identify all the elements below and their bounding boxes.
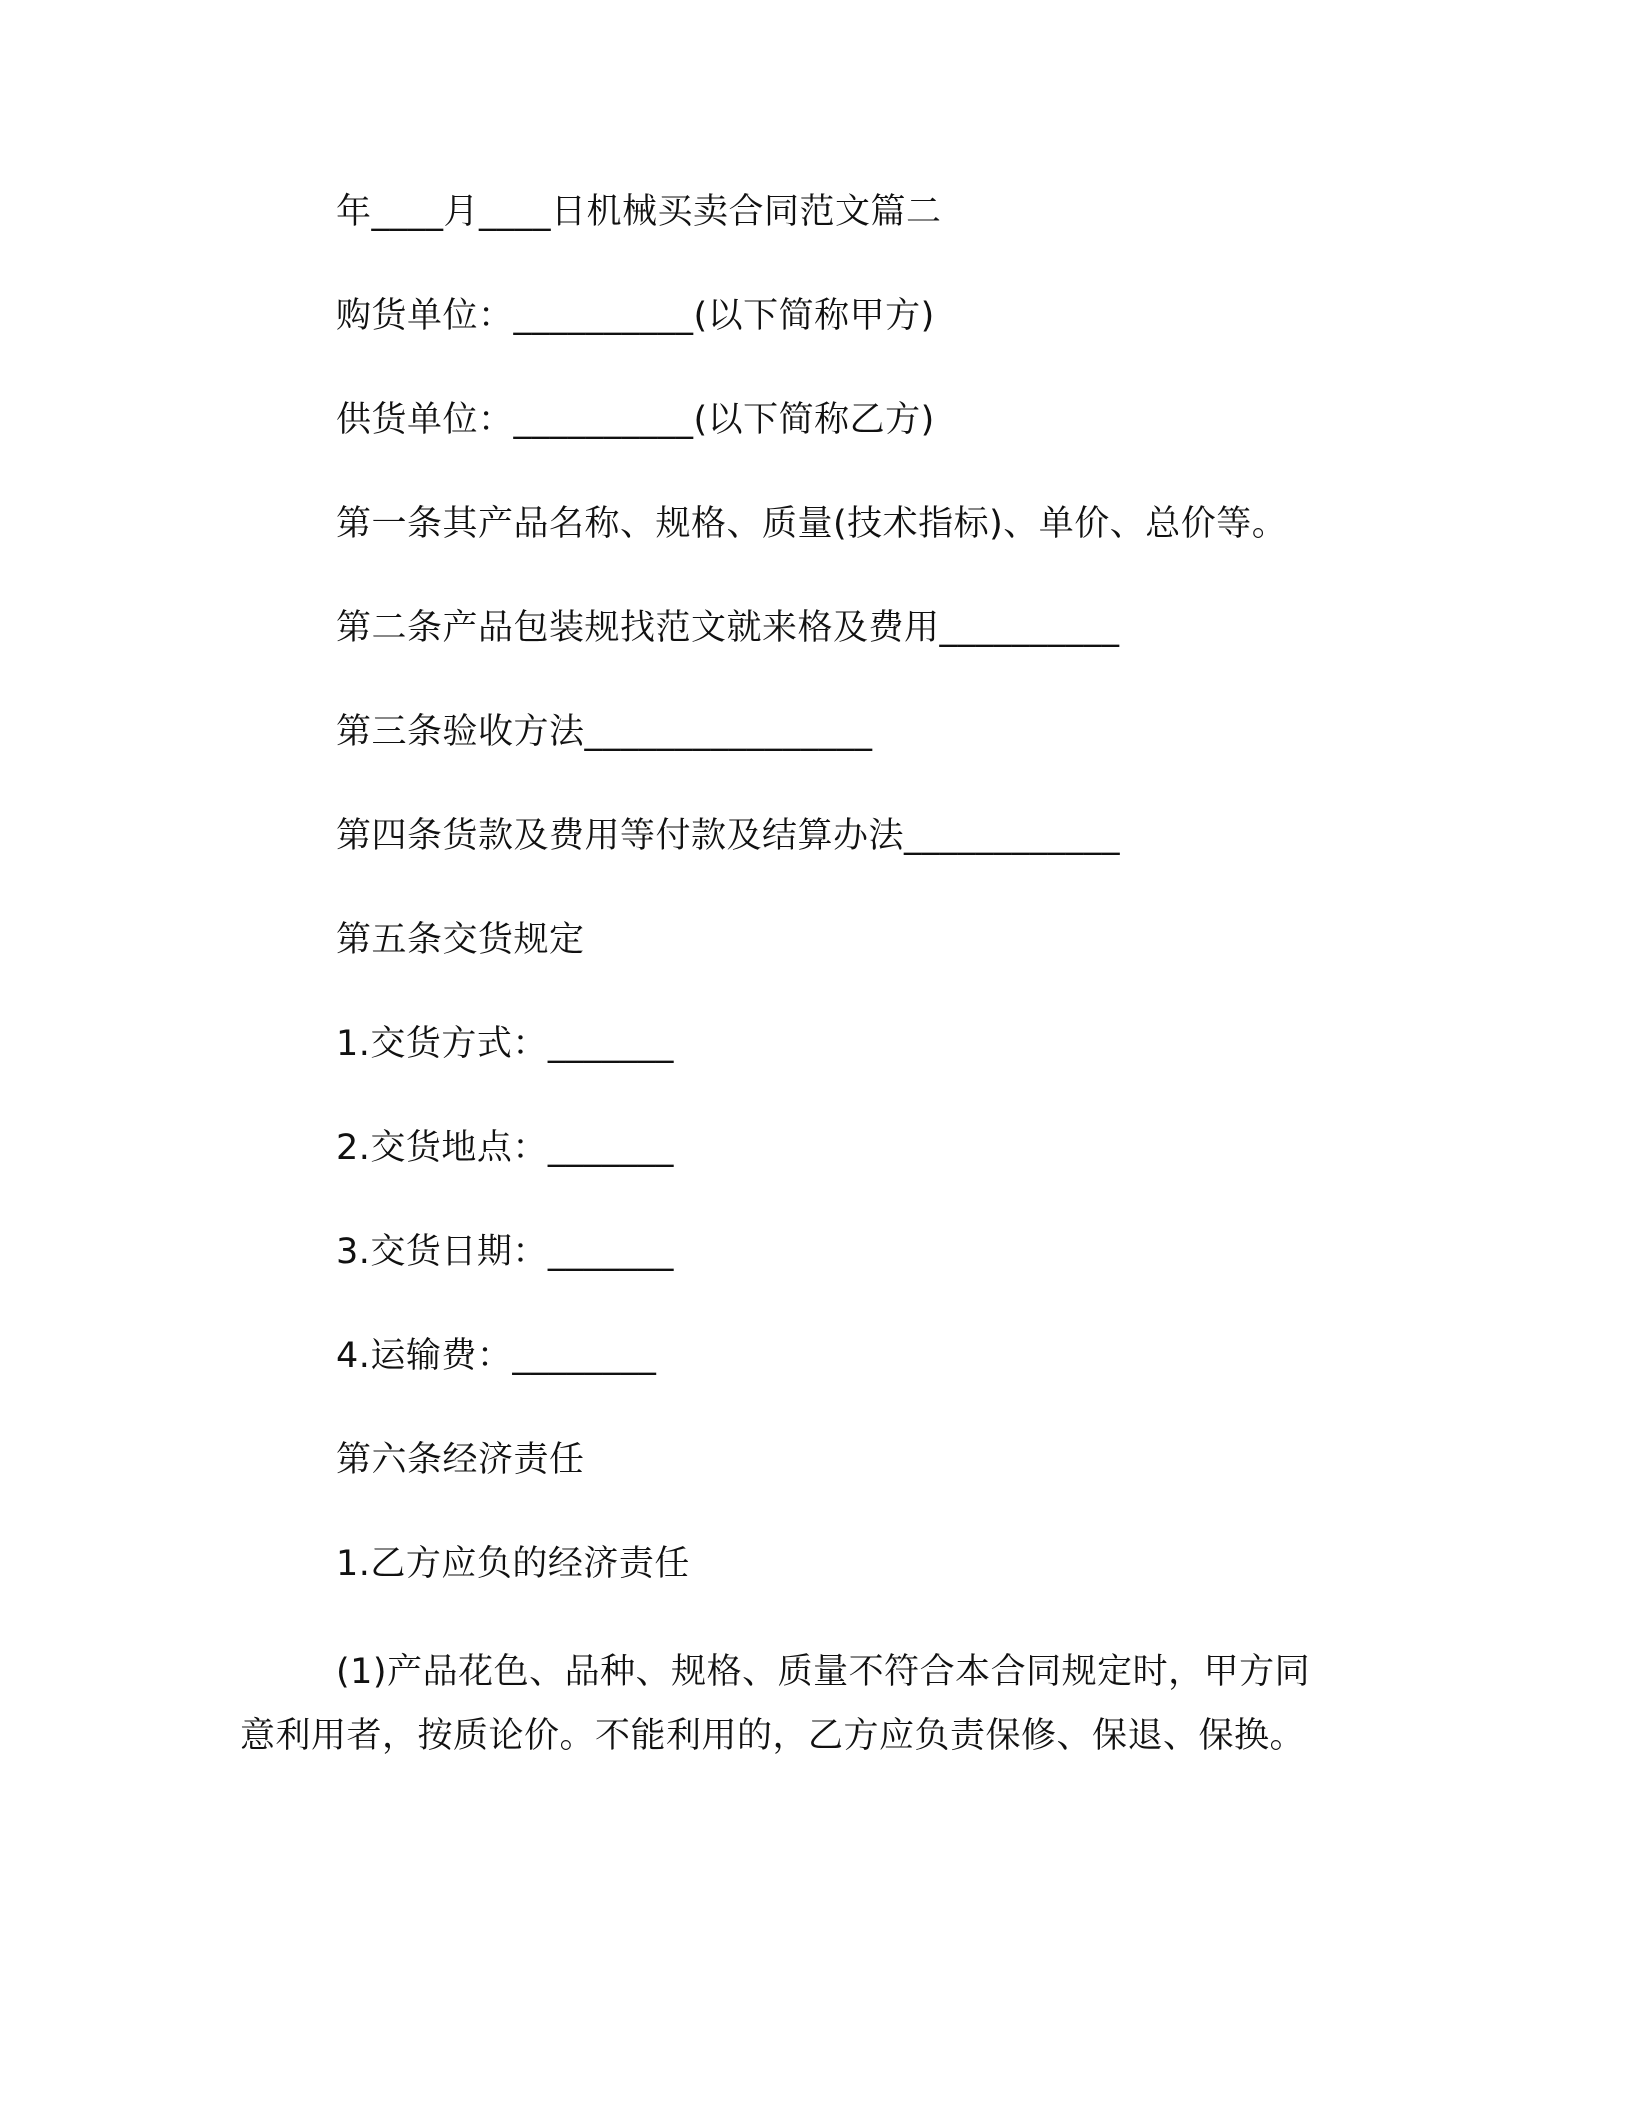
delivery-place: 2.交货地点：_______	[336, 1128, 674, 1168]
article-6: 第六条经济责任	[336, 1440, 585, 1480]
liability-clause-1	[240, 1644, 1390, 1764]
article-1: 第一条其产品名称、规格、质量(技术指标)、单价、总价等。	[336, 504, 1288, 544]
liability-clause-1-line-1: (1)产品花色、品种、规格、质量不符合本合同规定时，甲方同	[336, 1652, 1311, 1692]
article-4: 第四条货款及费用等付款及结算办法____________	[336, 816, 1121, 856]
liability-clause-1-line-2: 意利用者，按质论价。不能利用的，乙方应负责保修、保退、保换。	[240, 1716, 1306, 1756]
article-5: 第五条交货规定	[336, 920, 585, 960]
title-line: 年____月____日机械买卖合同范文篇二	[336, 192, 942, 232]
transport-fee: 4.运输费：________	[336, 1336, 657, 1376]
delivery-date: 3.交货日期：_______	[336, 1232, 674, 1272]
delivery-method: 1.交货方式：_______	[336, 1024, 674, 1064]
buyer-line: 购货单位：__________(以下简称甲方)	[336, 296, 935, 336]
article-2: 第二条产品包装规找范文就来格及费用__________	[336, 608, 1120, 648]
document-body	[240, 188, 1390, 1764]
supplier-liability: 1.乙方应负的经济责任	[336, 1544, 690, 1584]
supplier-line: 供货单位：__________(以下简称乙方)	[336, 400, 935, 440]
article-3: 第三条验收方法________________	[336, 712, 873, 752]
